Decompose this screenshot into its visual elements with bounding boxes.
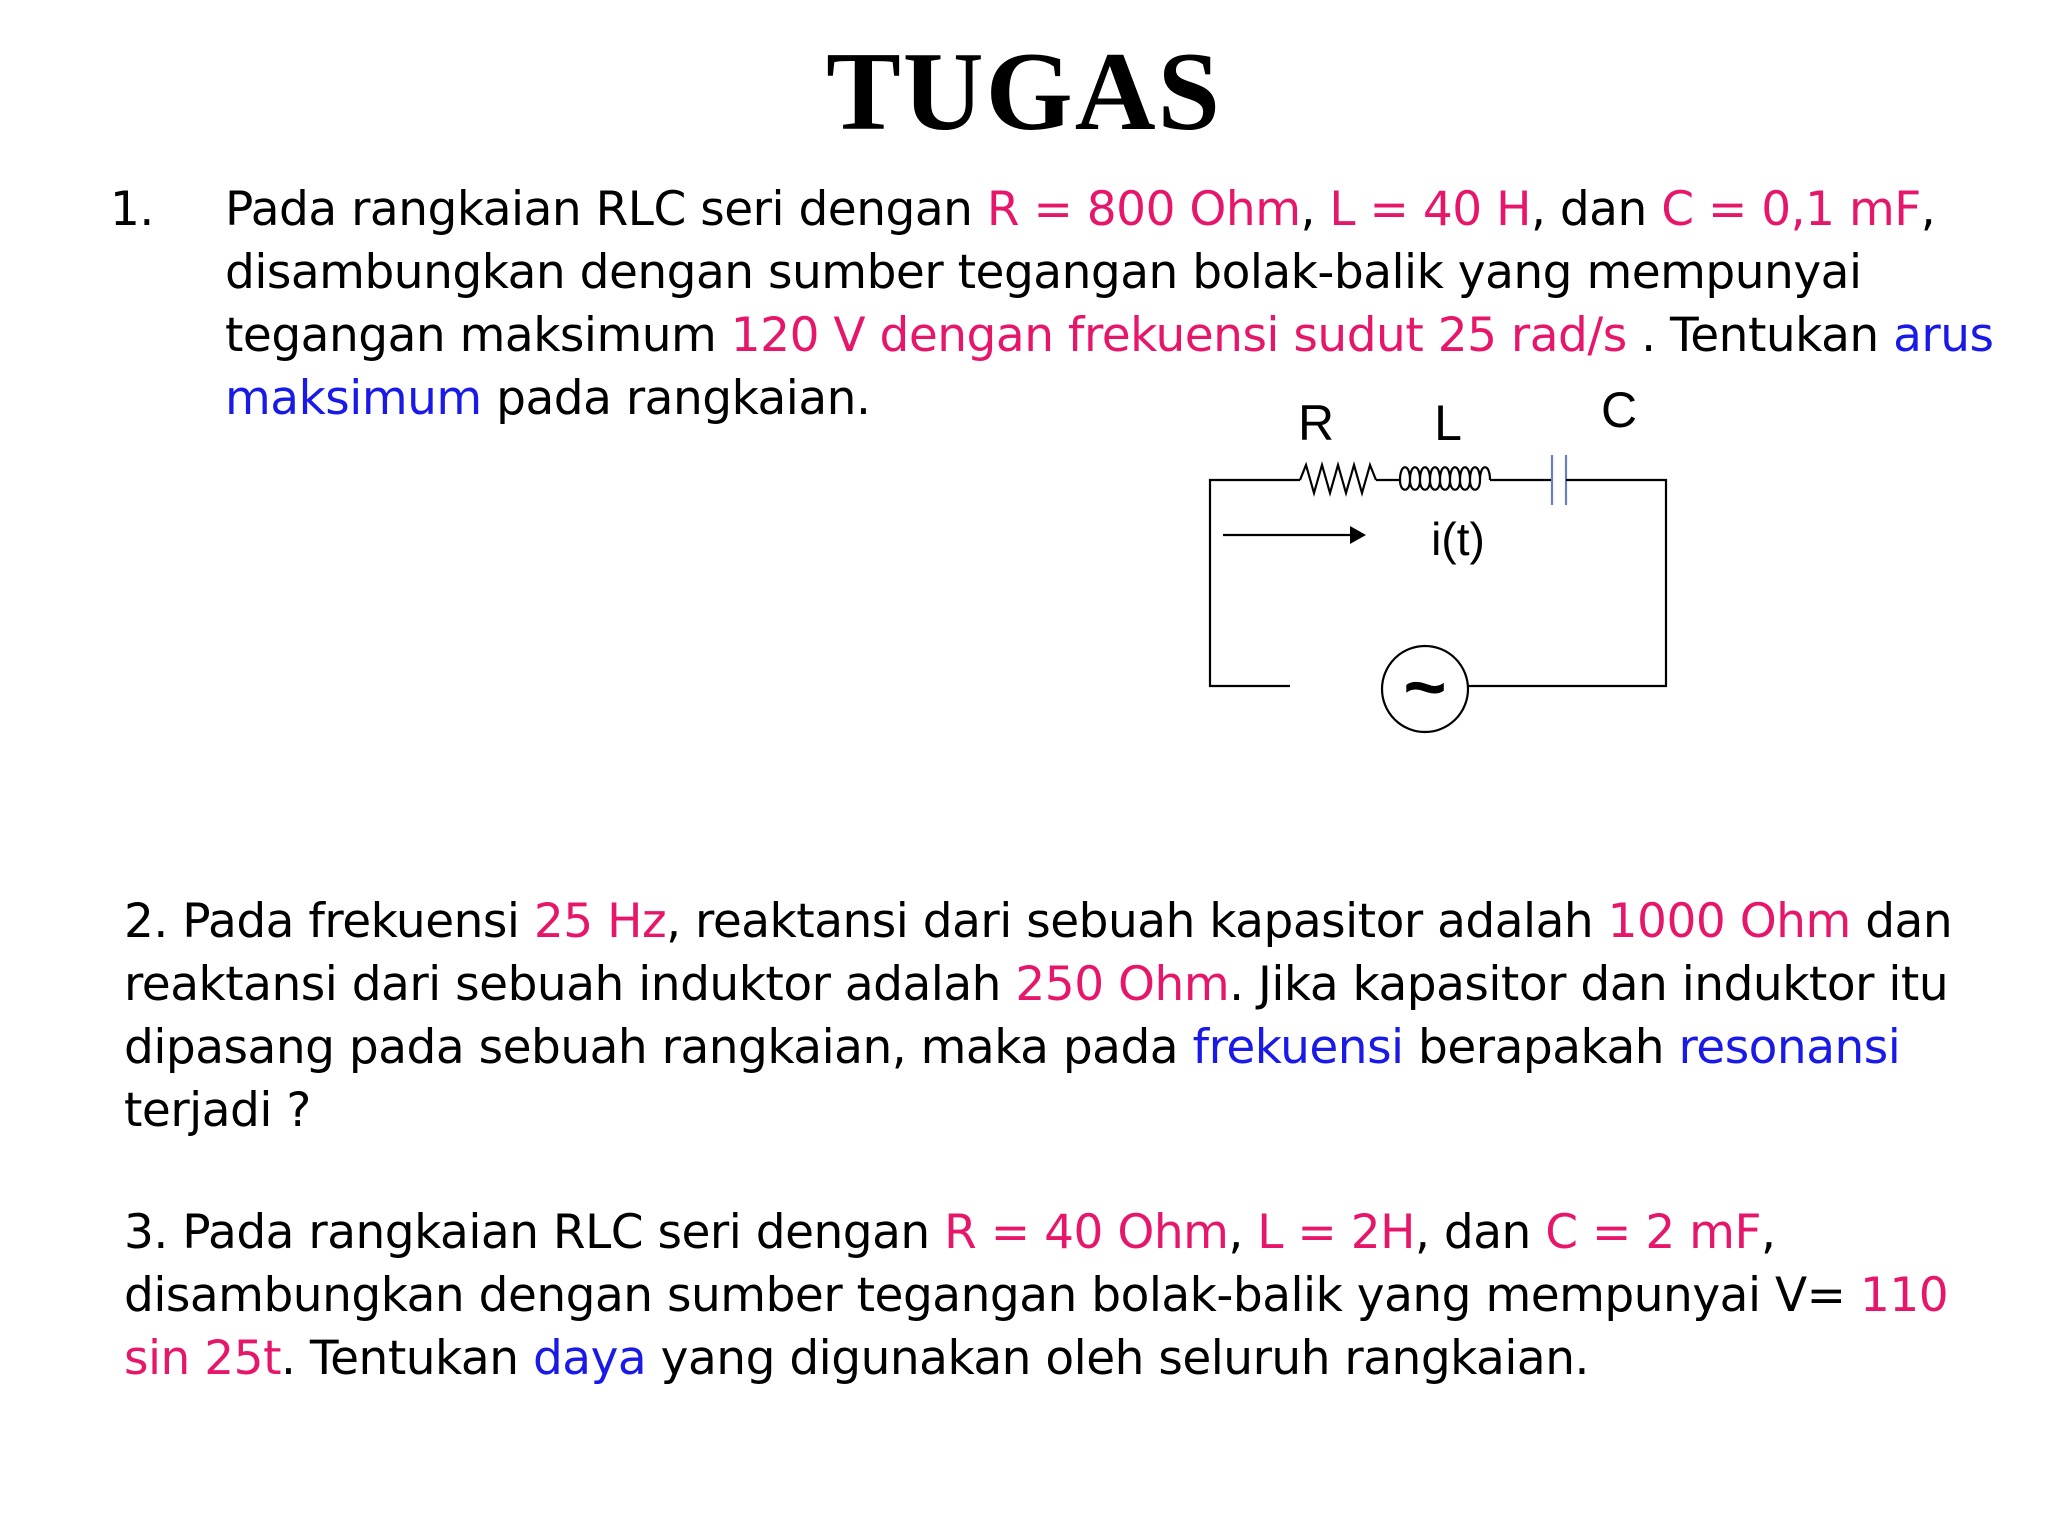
problem-2-text-part: dan reaktansi dari sebuah induktor adalah xyxy=(124,894,1953,1012)
inductor-symbol xyxy=(1400,467,1490,480)
capacitor-label: C xyxy=(1600,385,1638,438)
problem-1-target-keyword: arus maksimum xyxy=(225,308,1994,426)
problem-1-number: 1. xyxy=(110,182,154,237)
current-label: i(t) xyxy=(1431,513,1485,565)
problem-3-text-part: , dan xyxy=(1414,1205,1546,1260)
ac-source-tilde: ~ xyxy=(1403,645,1447,728)
problem-1-text-part: , disambungkan dengan sumber tegangan bolak-balik yang mempunyai tegangan maksimum xyxy=(225,182,1936,363)
inductor-symbol-lower xyxy=(1400,480,1480,490)
problem-1-text xyxy=(225,178,2005,430)
current-arrow-head xyxy=(1350,526,1366,544)
problem-2-text-part: 2. Pada frekuensi xyxy=(124,894,534,949)
problem-2-keyword-frequency: frekuensi xyxy=(1192,1020,1404,1075)
problem-3-text xyxy=(124,1201,2004,1390)
problem-3-target-keyword: daya xyxy=(532,1331,647,1386)
problem-1-text-part: . Tentukan xyxy=(1626,308,1894,363)
problem-1-capacitance-value: C = 0,1 mF xyxy=(1661,182,1921,237)
problem-1-inductance-value: L = 40 H xyxy=(1329,182,1531,237)
circuit-wire-right xyxy=(1468,480,1666,686)
problem-3-text-part: yang digunakan oleh seluruh rangkaian. xyxy=(646,1331,1589,1386)
problem-2-capacitive-reactance-value: 1000 Ohm xyxy=(1607,894,1851,949)
problem-2-inductive-reactance-value: 250 Ohm xyxy=(1015,957,1230,1012)
page-title: TUGAS xyxy=(826,30,1222,154)
problem-3-capacitance-value: C = 2 mF xyxy=(1545,1205,1761,1260)
circuit-wire-left xyxy=(1210,480,1300,686)
problem-3-text-part: 3. Pada rangkaian RLC seri dengan xyxy=(124,1205,945,1260)
problem-3-resistance-value: R = 40 Ohm xyxy=(944,1205,1229,1260)
problem-2-text-part: , reaktansi dari sebuah kapasitor adalah xyxy=(666,894,1608,949)
problem-1-text-part: pada rangkaian. xyxy=(481,371,871,426)
problem-1-text-part: , xyxy=(1300,182,1330,237)
rlc-circuit-diagram xyxy=(1190,385,1710,765)
problem-2-frequency-value: 25 Hz xyxy=(533,894,667,949)
resistor-symbol xyxy=(1300,465,1376,493)
problem-2-keyword-resonance: resonansi xyxy=(1678,1020,1901,1075)
problem-1-resistance-value: R = 800 Ohm xyxy=(986,182,1301,237)
problem-2-text-part: terjadi ? xyxy=(124,1083,311,1138)
problem-1-text-part: , dan xyxy=(1530,182,1662,237)
problem-2-text-part: berapakah xyxy=(1403,1020,1679,1075)
problem-1-text-part: Pada rangkaian RLC seri dengan xyxy=(225,182,987,237)
problem-2-text-part: . Jika kapasitor dan induktor itu dipasang pada sebuah rangkaian, maka pada xyxy=(124,957,1949,1075)
resistor-label: R xyxy=(1297,395,1335,451)
problem-1-voltage-value: 120 V dengan frekuensi sudut 25 rad/s xyxy=(730,308,1627,363)
inductor-label: L xyxy=(1434,395,1462,451)
problem-3-voltage-value: 110 sin 25t xyxy=(124,1268,1949,1386)
problem-2-text xyxy=(124,890,2004,1142)
problem-3-text-part: , xyxy=(1228,1205,1258,1260)
problem-3-inductance-value: L = 2H xyxy=(1257,1205,1415,1260)
problem-3-text-part: . Tentukan xyxy=(281,1331,533,1386)
problem-3-text-part: , disambungkan dengan sumber tegangan bolak-balik yang mempunyai V= xyxy=(124,1205,1860,1323)
